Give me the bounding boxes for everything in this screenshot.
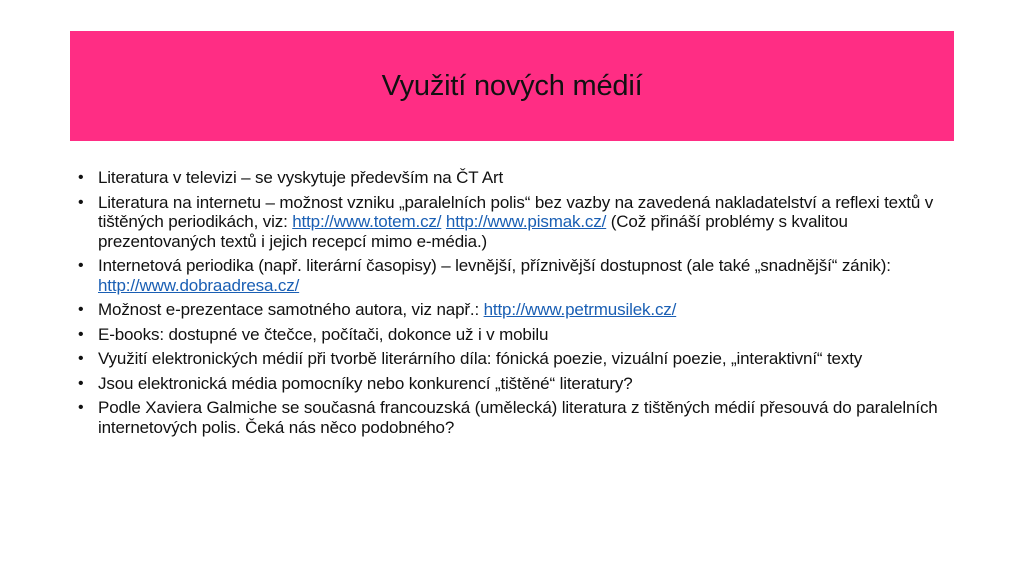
title-band <box>70 31 954 141</box>
bullet-text: Internetová periodika (např. literární časopisy) – levnější, příznivější dostupnost (ale také „snadnější“ zánik): <box>98 256 891 275</box>
bullet-text: Jsou elektronická média pomocníky nebo konkurencí „tištěné“ literatury? <box>98 373 633 393</box>
bullet-text: Možnost e-prezentace samotného autora, viz např.: <box>98 300 484 319</box>
url-link[interactable]: http://www.totem.cz/ <box>292 212 442 231</box>
bullet-point-icon: • <box>78 257 84 274</box>
bullet-point-icon: • <box>78 169 84 186</box>
bullet-item <box>78 256 958 295</box>
bullet-item <box>78 300 958 320</box>
bullet-point-icon: • <box>78 350 84 367</box>
bullet-text: Literatura na internetu – možnost vzniku „paralelních polis“ bez vazby na zavedená nakladatelství a reflexi textů v tištěných periodikách, viz: <box>98 192 934 231</box>
bullet-text: (Což přináší problémy s kvalitou prezentovaných textů i jejich recepcí mimo e-média.) <box>98 212 848 251</box>
bullet-point-icon: • <box>78 374 84 392</box>
bullet-item <box>78 168 958 188</box>
bullet-item <box>78 374 958 394</box>
url-link[interactable]: http://www.pismak.cz/ <box>445 212 607 231</box>
bullet-point-icon: • <box>78 193 84 211</box>
slide-title: Využití nových médií <box>381 69 643 102</box>
bullet-list <box>78 168 958 437</box>
bullet-text: E-books: dostupné ve čtečce, počítači, dokonce už i v mobilu <box>98 324 549 344</box>
url-link[interactable]: http://www.petrmusilek.cz/ <box>483 300 677 319</box>
bullet-item <box>78 349 958 369</box>
bullet-point-icon: • <box>78 325 84 343</box>
bullet-item <box>78 325 958 345</box>
bullet-item <box>78 193 958 252</box>
bullet-text: Literatura v televizi – se vyskytuje především na ČT Art <box>98 168 504 187</box>
url-link[interactable]: http://www.dobraadresa.cz/ <box>98 275 300 295</box>
bullet-item <box>78 398 958 437</box>
slide-body <box>78 168 958 442</box>
bullet-text: Využití elektronických médií při tvorbě literárního díla: fónická poezie, vizuální poezie, „interaktivní“ texty <box>98 349 863 368</box>
bullet-point-icon: • <box>78 301 84 318</box>
bullet-text: Podle Xaviera Galmiche se současná francouzská (umělecká) literatura z tištěných médií přesouvá do paralelních internetových polis. Čeká nás něco podobného? <box>98 398 938 437</box>
bullet-point-icon: • <box>78 399 84 416</box>
